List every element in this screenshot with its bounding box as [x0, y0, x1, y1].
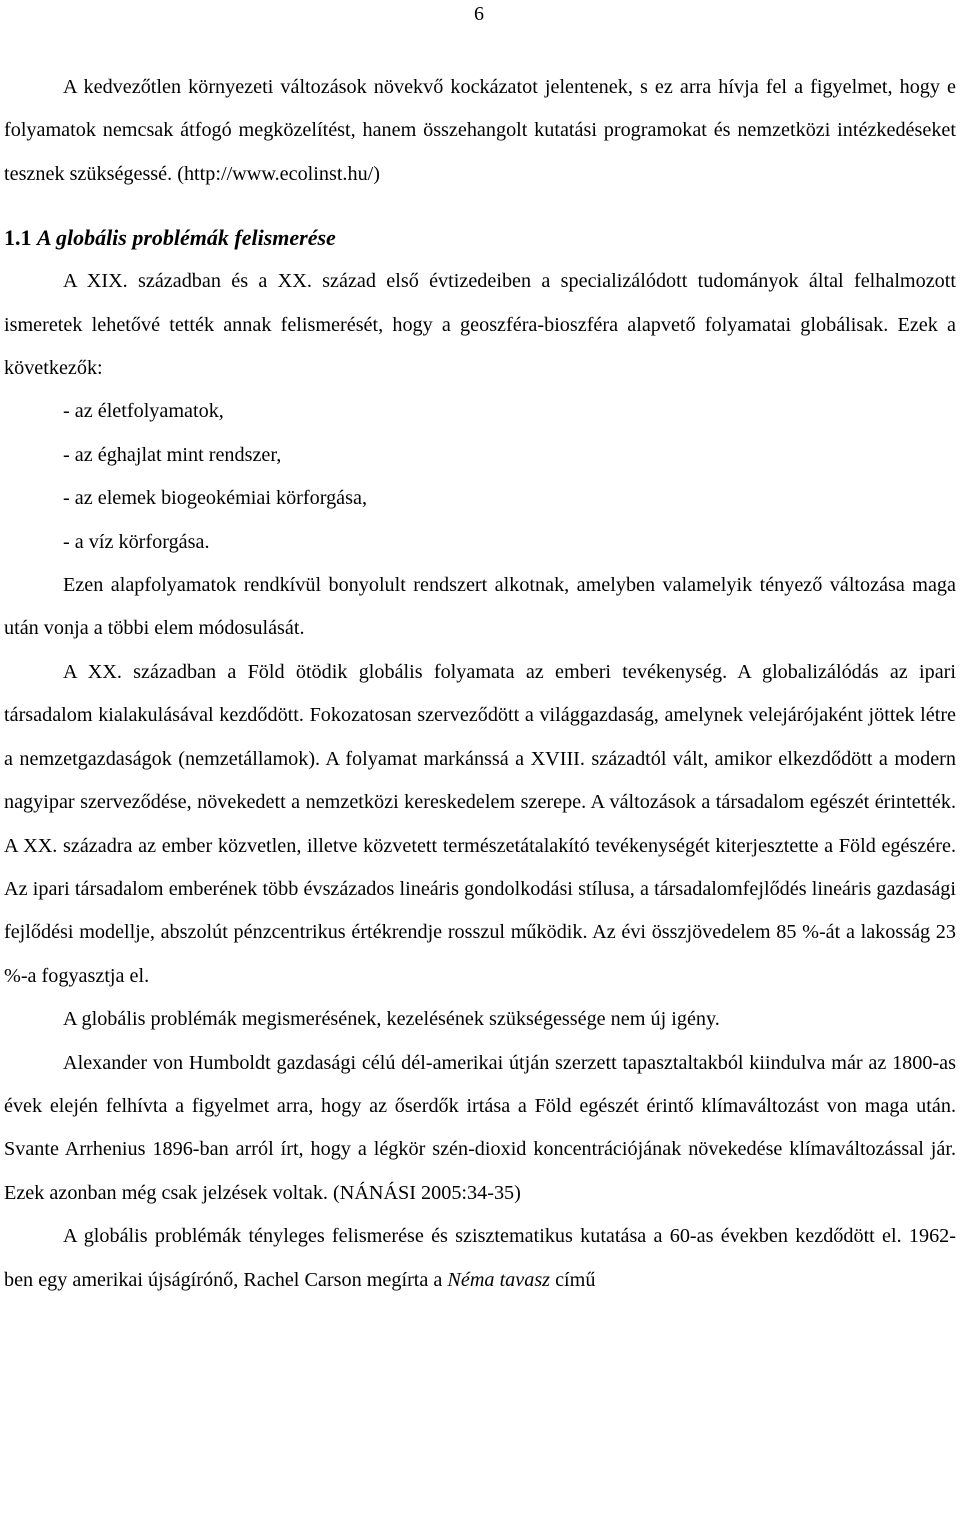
- document-body: [4, 66, 956, 1302]
- paragraph-global-processes: A XIX. században és a XX. század első évtizedeiben a specializálódott tudományok által felhalmozott ismeretek lehetővé tették annak felismerését, hogy a geoszféra-bioszféra alapvető folyamatai globálisak. Ezek a következők:: [4, 270, 956, 380]
- section-heading: [4, 196, 956, 260]
- paragraph-not-new-need: A globális problémák megismerésének, kezelésének szükségessége nem új igény.: [63, 1008, 720, 1031]
- paragraph-human-activity: A XX. században a Föld ötödik globális folyamata az emberi tevékenység. A globalizálódás az ipari társadalom kialakulásával kezdődött. Fokozatosan szerveződött a világgazdaság, amelynek velejárójaként jöttek létre a nemzetgazdaságok (nemzetállamok). A folyamat markánssá a XVIII. századtól vált, amikor elkezdődött a modern nagyipar szerveződése, növekedett a nemzetközi kereskedelem szerepe. A változások a társadalom egészét érintették. A XX. századra az ember közvetlen, illetve közvetett természetátalakító tevékenységét kiterjesztette a Föld egészére. Az ipari társadalom emberének több évszázados lineáris gondolkodási stílusa, a társadalomfejlődés lineáris gazdasági fejlődési modellje, abszolút pénzcentrikus értékrendje rosszul működik. Az évi összjövedelem 85 %-át a lakosság 23 %-a fogyasztja el.: [4, 660, 956, 987]
- list-item: - a víz körforgása.: [63, 530, 210, 553]
- book-title: Néma tavasz: [447, 1268, 551, 1291]
- paragraph-complex-system: Ezen alapfolyamatok rendkívül bonyolult rendszert alkotnak, amelyben valamelyik tényező változása maga után vonja a többi elem módosulását.: [4, 574, 956, 640]
- paragraph-sixties: [4, 1215, 956, 1302]
- page-number: 6: [474, 3, 484, 25]
- paragraph-sixties-start: A globális problémák tényleges felismerése és szisztematikus kutatása a 60-as években kezdődött el. 1962-ben egy amerikai újságírónő, Rachel Carson megírta a: [4, 1225, 956, 1291]
- paragraph-intro: A kedvezőtlen környezeti változások növekvő kockázatot jelentenek, s ez arra hívja fel a figyelmet, hogy e folyamatok nemcsak átfogó megközelítést, hanem összehangolt kutatási programokat és nemzetközi intézkedéseket tesznek szükségessé. (http://www.ecolinst.hu/): [4, 76, 956, 185]
- list-item: - az éghajlat mint rendszer,: [63, 443, 282, 466]
- list-item: - az elemek biogeokémiai körforgása,: [63, 487, 367, 510]
- paragraph-sixties-end: című: [550, 1268, 596, 1291]
- section-number: 1.1: [4, 225, 32, 251]
- paragraph-humboldt: Alexander von Humboldt gazdasági célú dél-amerikai útján szerzett tapasztaltakból kiindulva már az 1800-as évek elején felhívta a figyelmet arra, hogy az őserdők irtása a Föld egészét érintő klímaváltozást von maga után. Svante Arrhenius 1896-ban arról írt, hogy a légkör szén-dioxid koncentrációjának növekedése klímaváltozással jár. Ezek azonban még csak jelzések voltak. (NÁNÁSI 2005:34-35): [4, 1051, 956, 1204]
- section-title: A globális problémák felismerése: [37, 225, 336, 251]
- list-item: - az életfolyamatok,: [63, 400, 224, 423]
